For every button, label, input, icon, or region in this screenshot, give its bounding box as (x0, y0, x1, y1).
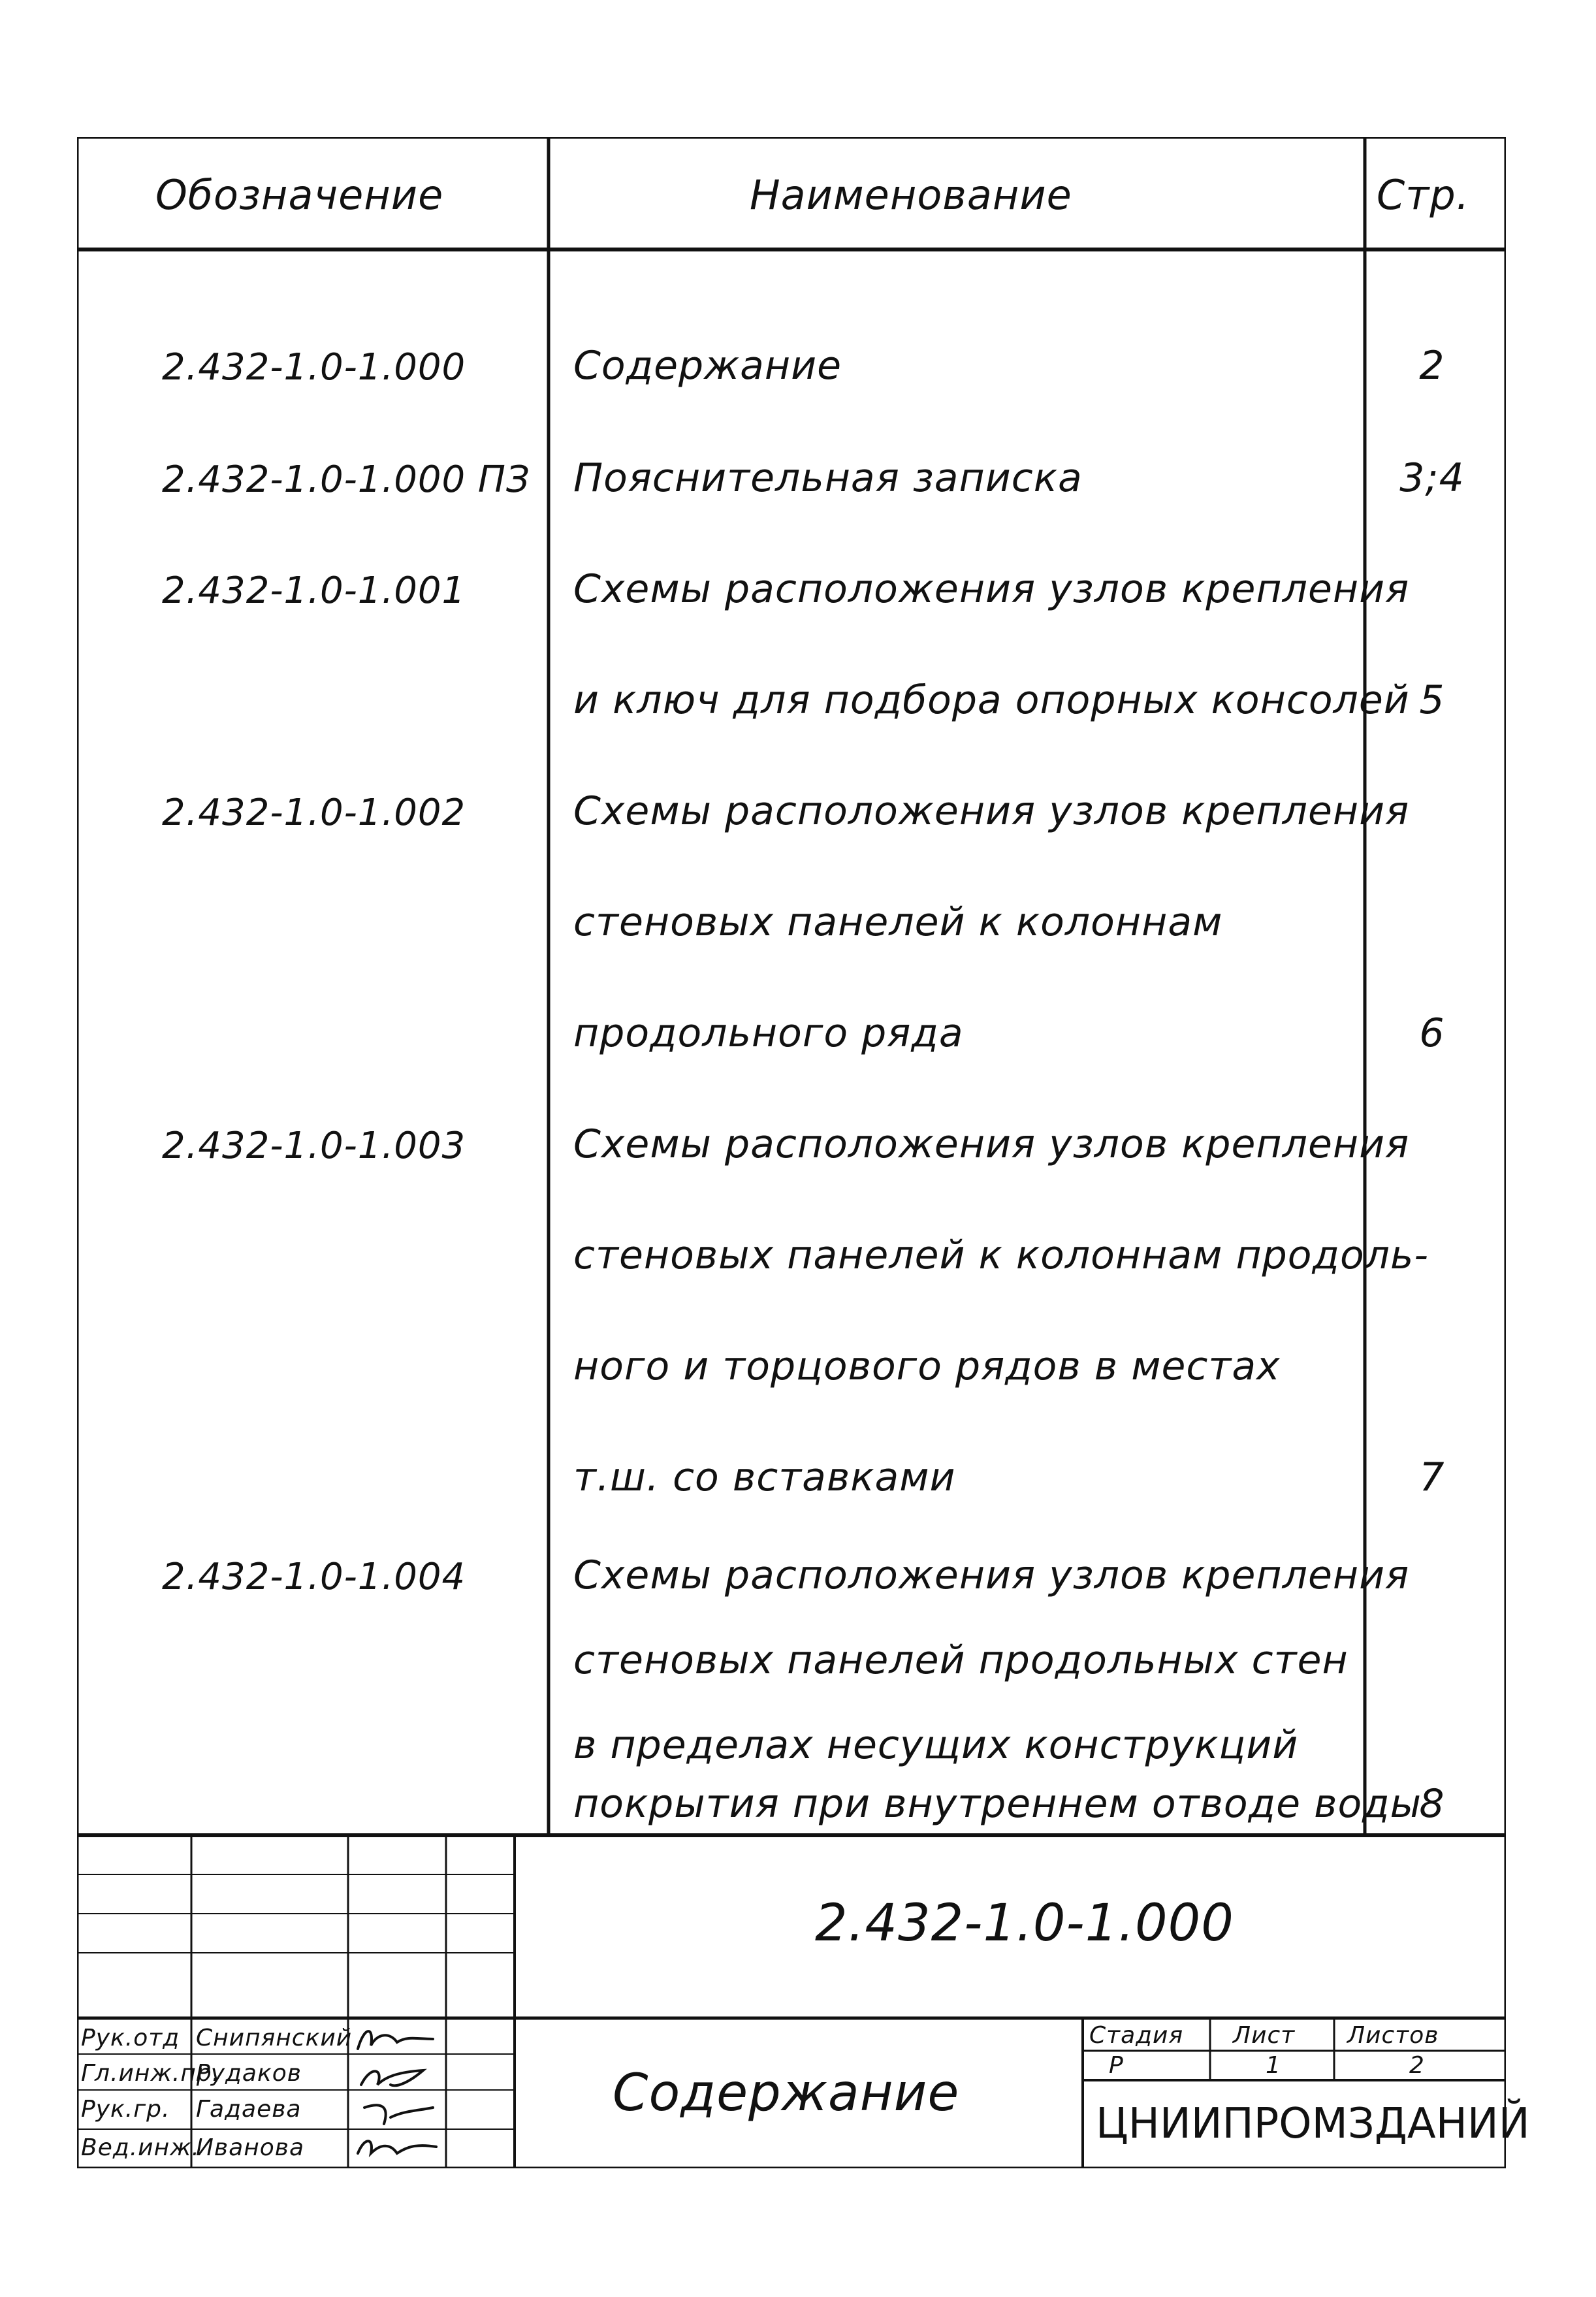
row-page: 8 (1419, 1781, 1445, 1827)
signature-scribbles (351, 2019, 443, 2166)
row-name-line: стеновых панелей к колоннам продоль- (573, 1232, 1429, 1278)
stage-value: Р (1109, 2052, 1124, 2079)
row-name-line: и ключ для подбора опорных консолей (573, 677, 1410, 723)
row-code: 2.432-1.0-1.001 (162, 570, 466, 612)
signature-role: Рук.гр. (81, 2096, 170, 2123)
signature-role: Вед.инж. (81, 2134, 200, 2161)
doc-code: 2.432-1.0-1.000 (815, 1894, 1234, 1953)
row-code: 2.432-1.0-1.000 (162, 346, 466, 389)
row-name-line: Схемы расположения узлов крепления (573, 1552, 1410, 1598)
signature-mark (358, 2141, 436, 2153)
row-code: 2.432-1.0-1.002 (162, 792, 466, 834)
row-name-line: Схемы расположения узлов крепления (573, 788, 1410, 834)
signature-name: Иванова (196, 2134, 305, 2161)
header-page: Стр. (1377, 171, 1470, 219)
sheets-value: 2 (1409, 2052, 1425, 2079)
row-name-line: ного и торцового рядов в местах (573, 1343, 1281, 1389)
signature-role: Гл.инж.пр. (81, 2060, 221, 2087)
row-name-line: Схемы расположения узлов крепления (573, 1121, 1410, 1167)
row-name-line: Пояснительная записка (573, 455, 1083, 501)
row-name-line: т.ш. со вставками (573, 1454, 956, 1500)
row-name-line: стеновых панелей продольных стен (573, 1637, 1349, 1683)
sheet-value: 1 (1266, 2052, 1281, 2079)
header-designation: Обозначение (155, 171, 444, 219)
row-code: 2.432-1.0-1.004 (162, 1556, 466, 1598)
signature-name: Рудаков (196, 2060, 302, 2087)
row-page: 2 (1419, 343, 1445, 389)
organization-name: ЦНИИПРОМЗДАНИЙ (1096, 2100, 1530, 2148)
row-name-line: в пределах несущих конструкций (573, 1722, 1299, 1768)
row-page: 3;4 (1399, 455, 1465, 501)
sheet-label: Лист (1233, 2022, 1296, 2049)
signature-name: Снипянский (196, 2025, 353, 2051)
row-name-line: покрытия при внутреннем отводе воды (573, 1781, 1422, 1827)
signature-name: Гадаева (196, 2096, 302, 2123)
row-page: 5 (1419, 677, 1445, 723)
doc-title: Содержание (613, 2064, 960, 2123)
signature-mark (361, 2070, 423, 2085)
signature-mark (364, 2105, 433, 2124)
row-name-line: Схемы расположения узлов крепления (573, 566, 1410, 612)
row-code: 2.432-1.0-1.003 (162, 1125, 466, 1167)
row-name-line: стеновых панелей к колоннам (573, 899, 1223, 945)
row-name-line: Содержание (573, 343, 842, 389)
row-page: 6 (1419, 1010, 1445, 1056)
drawing-sheet (77, 137, 1530, 2168)
stage-label: Стадия (1089, 2022, 1184, 2049)
row-code: 2.432-1.0-1.000 ПЗ (162, 458, 530, 501)
sheets-label: Листов (1347, 2022, 1439, 2049)
header-name: Наименование (750, 171, 1072, 219)
row-name-line: продольного ряда (573, 1010, 964, 1056)
signature-mark (358, 2031, 433, 2049)
signature-role: Рук.отд (81, 2025, 180, 2051)
row-page: 7 (1419, 1454, 1445, 1500)
